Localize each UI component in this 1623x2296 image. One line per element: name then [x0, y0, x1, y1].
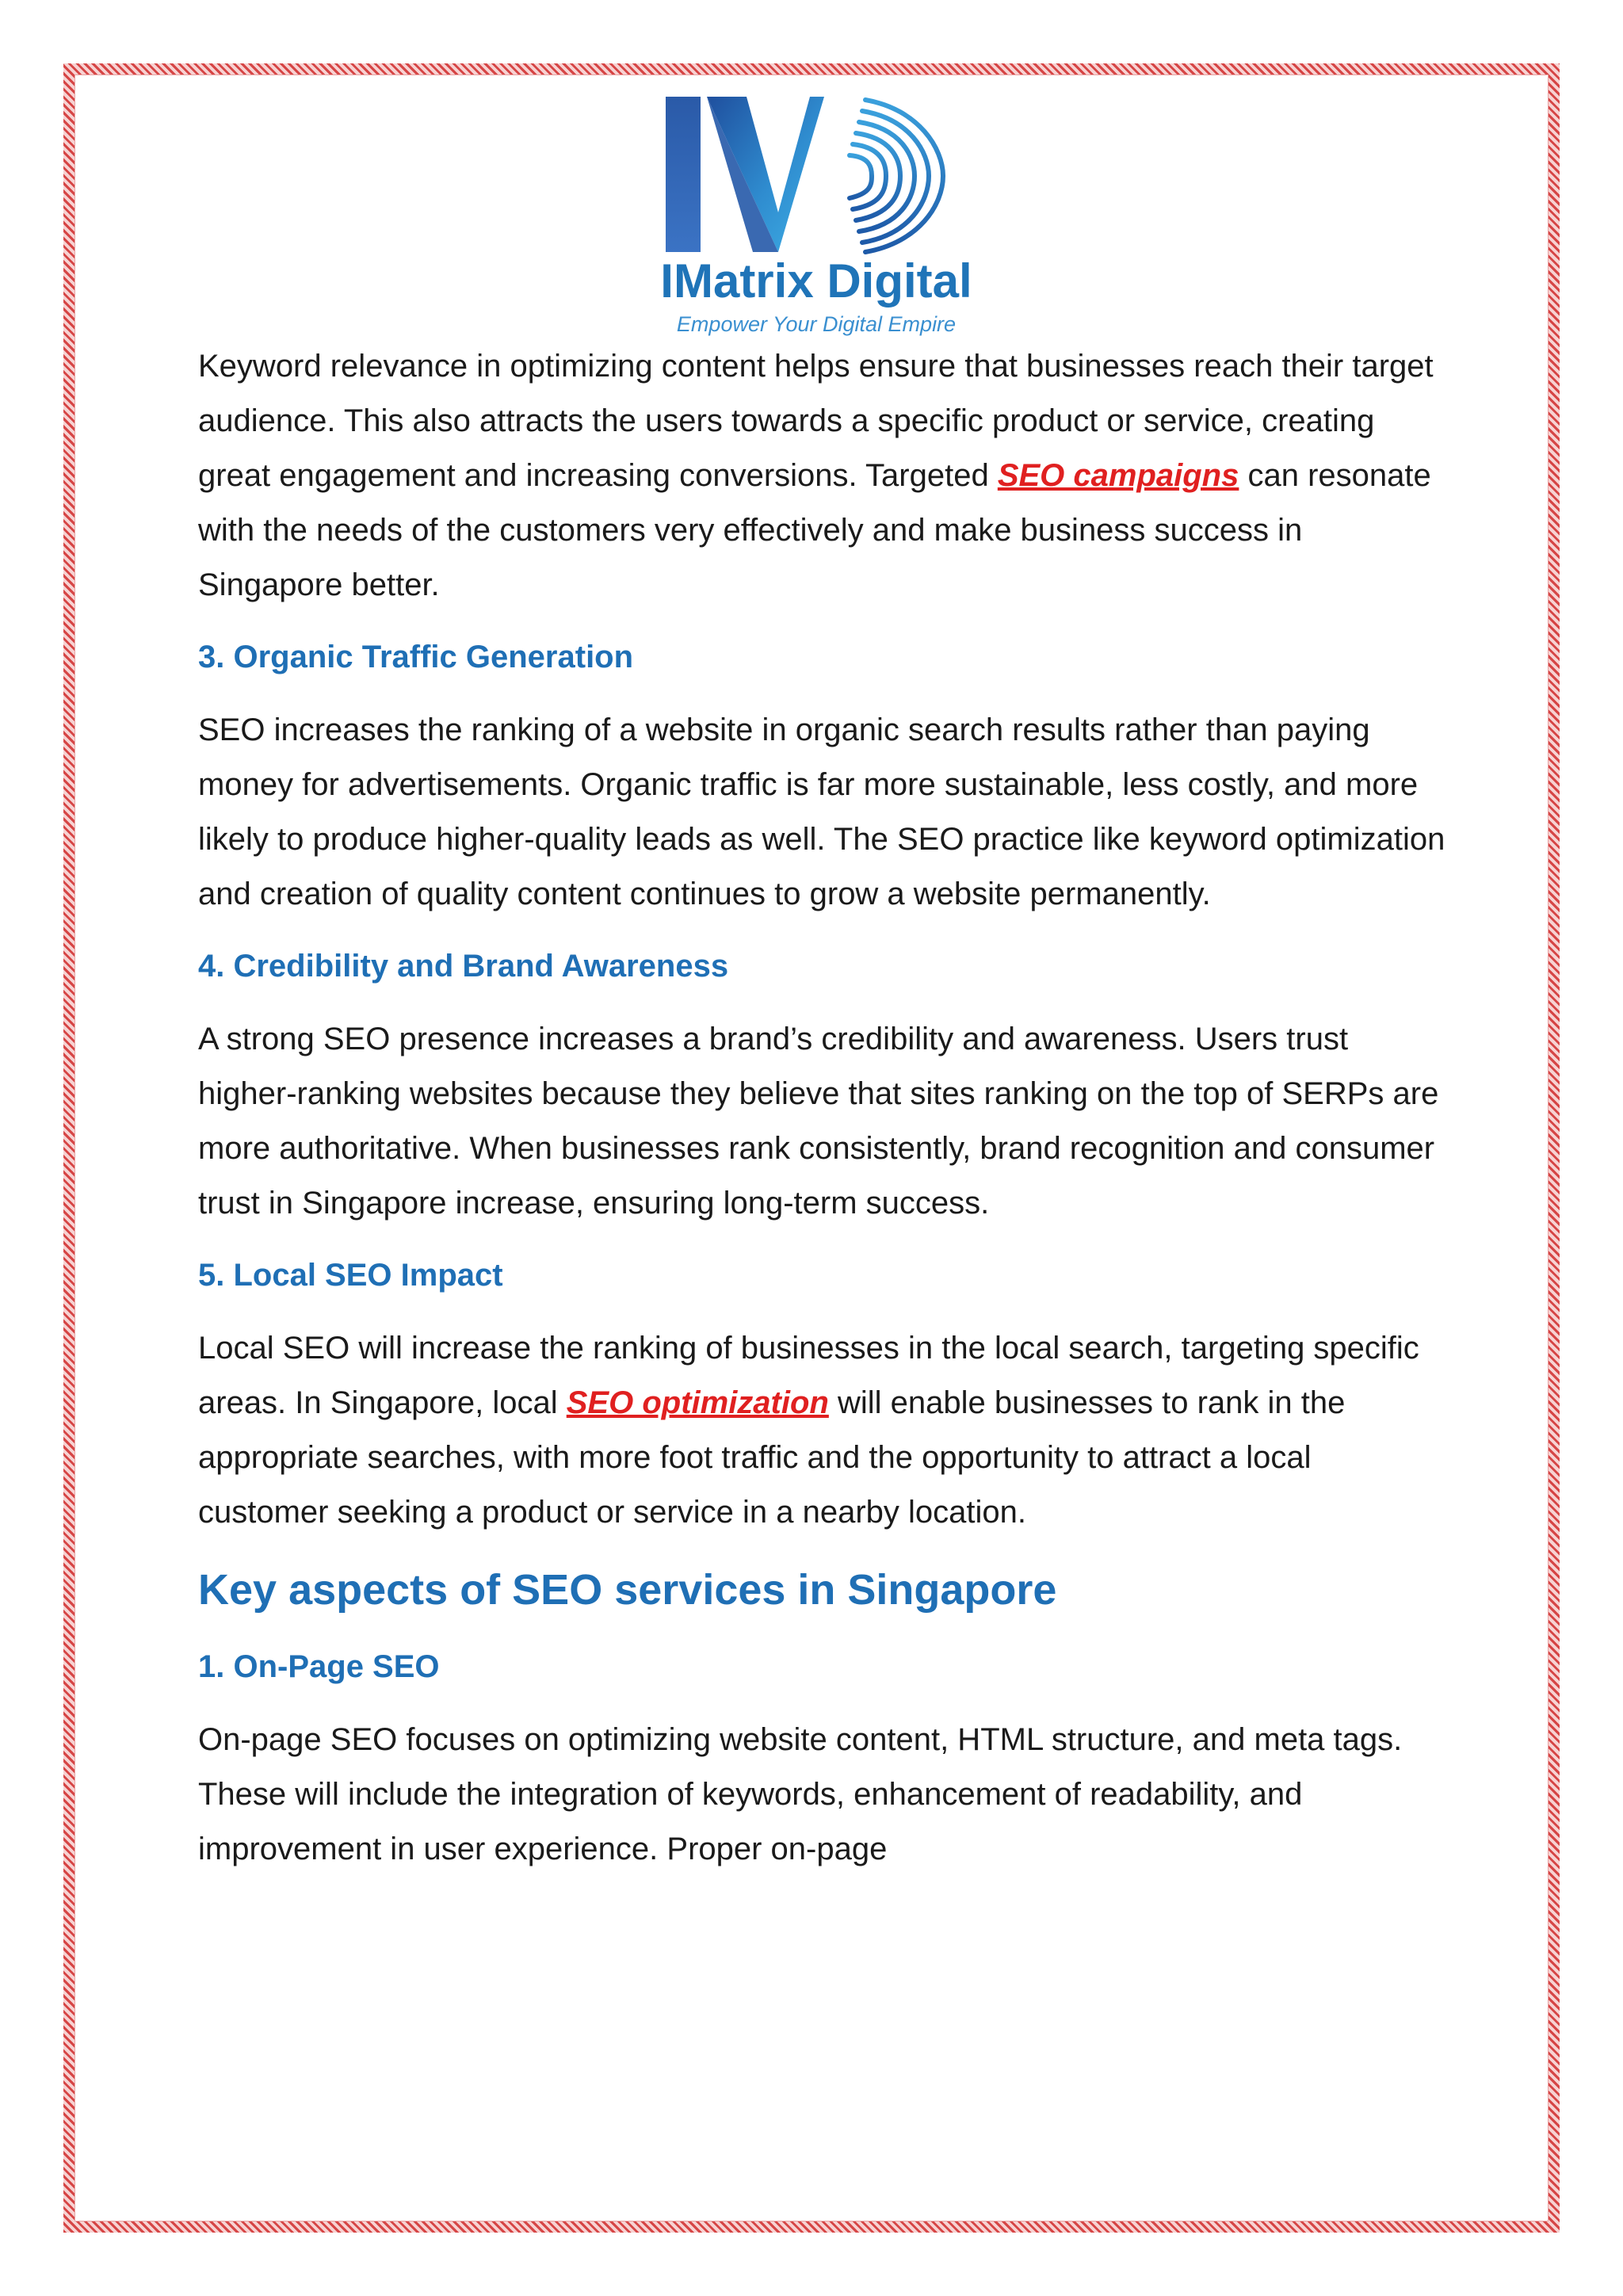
on-page-seo-paragraph: On-page SEO focuses on optimizing website content, HTML structure, and meta tags. These will include the integration of keywords, enhancement of readability, and improvement in user experience. Proper on-page [198, 1722, 1403, 1866]
organic-traffic-paragraph: SEO increases the ranking of a website in organic search results rather than paying money for advertisements. Organic traffic is far more sustainable, less costly, and more likely to produce higher-quality leads as well. The SEO practice like keyword optimization and creation of quality content continues to grow a website permanently. [198, 712, 1445, 911]
brand-tagline: Empower Your Digital Empire [676, 312, 957, 336]
heading-credibility: 4. Credibility and Brand Awareness [198, 949, 729, 984]
seo-campaigns-link[interactable]: SEO campaigns [997, 458, 1239, 493]
seo-optimization-link[interactable]: SEO optimization [566, 1385, 829, 1420]
intro-paragraph: Keyword relevance in optimizing content helps ensure that businesses reach their target audience. This also attracts the users towards a specific product or service, creating great engagement and increasing conversions. Targeted SEO campaigns can resonate with the needs of the customers very effectively and make business success in Singapore better. [198, 349, 1434, 602]
credibility-paragraph: A strong SEO presence increases a brand’s credibility and awareness. Users trust higher-ranking websites because they believe that sites ranking on the top of SERPs are more authoritative. When businesses rank consistently, brand recognition and consumer trust in Singapore increase, ensuring long-term success. [198, 1022, 1439, 1221]
brand-name: IMatrix Digital [660, 254, 972, 308]
document-body [198, 339, 1450, 1899]
imatrix-logo [658, 94, 975, 347]
local-seo-paragraph: Local SEO will increase the ranking of businesses in the local search, targeting specific areas. In Singapore, local SEO optimization will enable businesses to rank in the appropriate searches, with more foot traffic and the opportunity to attract a local customer seeking a product or service in a nearby location. [198, 1331, 1419, 1530]
heading-local-seo: 5. Local SEO Impact [198, 1258, 503, 1293]
heading-key-aspects: Key aspects of SEO services in Singapore [198, 1566, 1057, 1614]
heading-on-page-seo: 1. On-Page SEO [198, 1649, 440, 1684]
heading-organic-traffic: 3. Organic Traffic Generation [198, 640, 634, 674]
imatrix-logo-mark [658, 94, 975, 260]
